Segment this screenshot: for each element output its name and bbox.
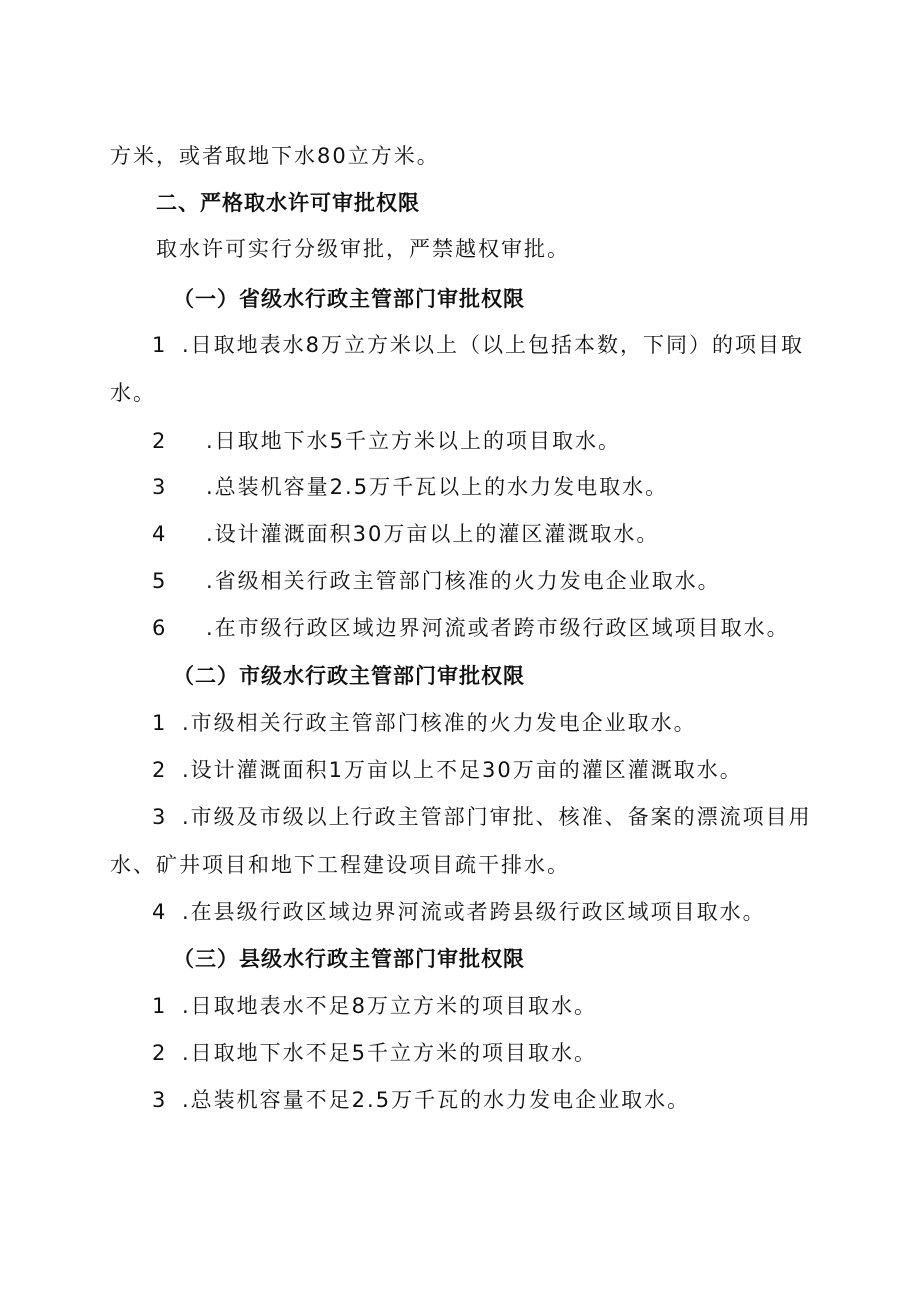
section-intro: 取水许可实行分级审批，严禁越权审批。: [156, 237, 570, 261]
list-item: [152, 1038, 597, 1068]
item-text: .市级相关行政主管部门核准的火力发电企业取水。: [182, 711, 697, 735]
item-text: .在市级行政区域边界河流或者跨市级行政区域项目取水。: [206, 616, 790, 640]
subsection-heading-county: （三）县级水行政主管部门审批权限: [173, 947, 525, 971]
list-item-continuation: 水。: [110, 381, 156, 405]
list-item: [152, 330, 804, 360]
item-number: 4: [152, 900, 168, 924]
item-text: .总装机容量不足2.5万千瓦的水力发电企业取水。: [182, 1088, 691, 1112]
item-number: 3: [152, 475, 168, 499]
item-number: 1: [152, 711, 168, 735]
list-item: [152, 519, 659, 549]
list-item: [152, 426, 621, 456]
item-number: 3: [152, 805, 168, 829]
item-number: 1: [152, 333, 168, 357]
item-text: .市级及市级以上行政主管部门审批、核准、备案的漂流项目用: [182, 805, 812, 829]
list-item: [152, 802, 812, 832]
list-item: [152, 897, 766, 927]
list-item: [152, 708, 697, 738]
item-number: 2: [152, 1041, 168, 1065]
section-heading: 二、严格取水许可审批权限: [156, 191, 420, 215]
item-text: .日取地下水不足5千立方米的项目取水。: [182, 1041, 598, 1065]
item-number: 3: [152, 1088, 168, 1112]
list-item: [152, 566, 721, 596]
list-item: [152, 472, 668, 502]
subsection-heading-municipal: （二）市级水行政主管部门审批权限: [173, 664, 525, 688]
list-item-continuation: 水、矿井项目和地下工程建设项目疏干排水。: [110, 853, 570, 877]
item-text: .日取地下水5千立方米以上的项目取水。: [206, 429, 622, 453]
item-text: .日取地表水8万立方米以上（以上包括本数，下同）的项目取: [182, 333, 805, 357]
item-number: 1: [152, 994, 168, 1018]
item-text: .日取地表水不足8万立方米的项目取水。: [182, 994, 598, 1018]
list-item: [152, 755, 743, 785]
item-number: 4: [152, 522, 168, 546]
item-text: .省级相关行政主管部门核准的火力发电企业取水。: [206, 569, 721, 593]
item-text: .总装机容量2.5万千瓦以上的水力发电取水。: [206, 475, 669, 499]
list-item: [152, 991, 597, 1021]
item-number: 5: [152, 569, 168, 593]
list-item: [152, 1085, 690, 1115]
item-text: .设计灌溉面积1万亩以上不足30万亩的灌区灌溉取水。: [182, 758, 743, 782]
list-item: [152, 613, 790, 643]
item-number: 2: [152, 429, 168, 453]
subsection-heading-provincial: （一）省级水行政主管部门审批权限: [173, 287, 525, 311]
item-number: 2: [152, 758, 168, 782]
item-number: 6: [152, 616, 168, 640]
item-text: .在县级行政区域边界河流或者跨县级行政区域项目取水。: [182, 900, 766, 924]
item-text: .设计灌溉面积30万亩以上的灌区灌溉取水。: [206, 522, 660, 546]
paragraph-continuation: 方米，或者取地下水80立方米。: [110, 144, 440, 168]
